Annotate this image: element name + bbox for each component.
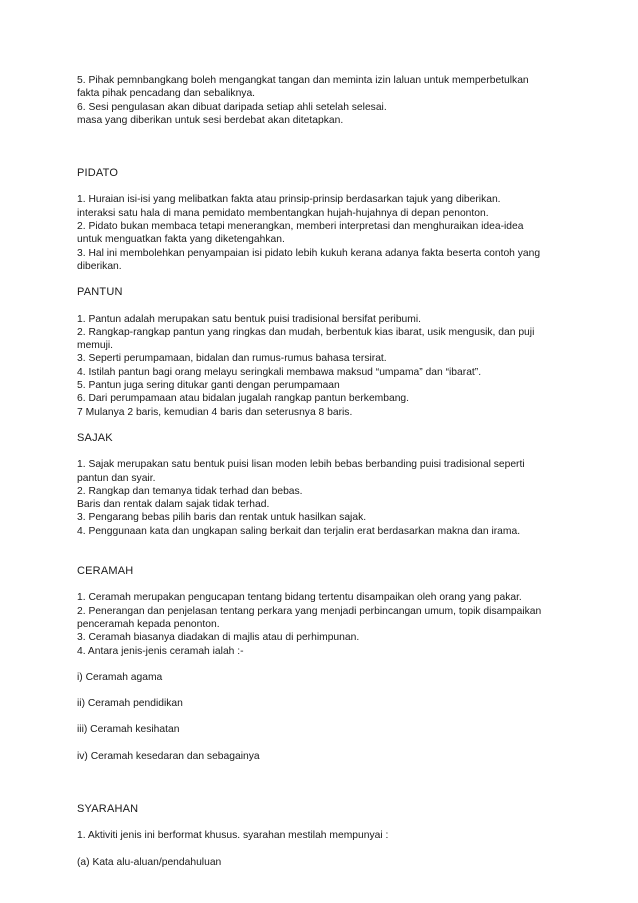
syarahan-section	[77, 803, 577, 869]
ceramah-section	[77, 565, 577, 763]
ceramah-line: 1. Ceramah merupakan pengucapan tentang bidang tertentu disampaikan oleh orang yang pakar.	[77, 592, 522, 604]
pidato-line: 2. Pidato bukan membaca tetapi menerangkan, memberi interpretasi dan menghuraikan idea-idea	[77, 221, 524, 233]
pidato-line: diberikan.	[77, 260, 122, 272]
sajak-section	[77, 432, 577, 538]
sajak-line: Baris dan rentak dalam sajak tidak terhad.	[77, 499, 270, 511]
document-body	[77, 74, 577, 869]
pantun-line: memuji.	[77, 340, 114, 352]
pidato-section	[77, 167, 577, 273]
pidato-line: 1. Huraian isi-isi yang melibatkan fakta atau prinsip-prinsip berdasarkan tajuk yang diberikan.	[77, 194, 501, 206]
sajak-heading: SAJAK	[77, 431, 113, 444]
ceramah-line: 3. Ceramah biasanya diadakan di majlis atau di perhimpunan.	[77, 632, 360, 644]
intro-line: fakta pihak pencadang dan sebaliknya.	[77, 88, 256, 100]
sajak-line: 1. Sajak merupakan satu bentuk puisi lisan moden lebih bebas berbanding puisi tradisional seperti	[77, 459, 525, 471]
pantun-line: 4. Istilah pantun bagi orang melayu seringkali membawa maksud “umpama” dan “ibarat”.	[77, 366, 482, 378]
ceramah-line: penceramah kepada penonton.	[77, 618, 220, 630]
pantun-line: 1. Pantun adalah merupakan satu bentuk puisi tradisional bersifat peribumi.	[77, 313, 422, 325]
pidato-line: interaksi satu hala di mana pemidato membentangkan hujah-hujahnya di depan penonton.	[77, 207, 489, 219]
intro-line: 5. Pihak pemnbangkang boleh mengangkat tangan dan meminta izin laluan untuk memperbetulkan	[77, 75, 529, 86]
pantun-section	[77, 286, 577, 419]
pantun-line: 5. Pantun juga sering ditukar ganti dengan perumpamaan	[77, 380, 340, 392]
ceramah-type-item: i) Ceramah agama	[77, 671, 163, 683]
pidato-line: untuk menguatkan fakta yang diketengahkan.	[77, 234, 285, 246]
intro-section	[77, 74, 577, 127]
sajak-line: pantun dan syair.	[77, 472, 156, 484]
intro-line: masa yang diberikan untuk sesi berdebat akan ditetapkan.	[77, 114, 344, 126]
ceramah-heading: CERAMAH	[77, 565, 134, 578]
sajak-line: 4. Penggunaan kata dan ungkapan saling berkait dan terjalin erat berdasarkan makna dan irama.	[77, 525, 521, 537]
syarahan-heading: SYARAHAN	[77, 802, 139, 815]
pantun-line: 3. Seperti perumpamaan, bidalan dan rumus-rumus bahasa tersirat.	[77, 353, 387, 365]
pantun-line: 7 Mulanya 2 baris, kemudian 4 baris dan seterusnya 8 baris.	[77, 406, 353, 418]
sajak-line: 3. Pengarang bebas pilih baris dan rentak untuk hasilkan sajak.	[77, 512, 367, 524]
syarahan-item-a: (a) Kata alu-aluan/pendahuluan	[77, 856, 222, 868]
sajak-line: 2. Rangkap dan temanya tidak terhad dan bebas.	[77, 485, 303, 497]
ceramah-line: 4. Antara jenis-jenis ceramah ialah :-	[77, 645, 244, 657]
pantun-line: 6. Dari perumpamaan atau bidalan jugalah rangkap pantun berkembang.	[77, 393, 410, 405]
ceramah-type-item: iii) Ceramah kesihatan	[77, 724, 180, 736]
pidato-line: 3. Hal ini membolehkan penyampaian isi pidato lebih kukuh kerana adanya fakta beserta contoh yang	[77, 247, 541, 259]
pantun-line: 2. Rangkap-rangkap pantun yang ringkas dan mudah, berbentuk kias ibarat, usik mengusik, dan puji	[77, 326, 535, 338]
ceramah-line: 2. Penerangan dan penjelasan tentang perkara yang menjadi perbincangan umum, topik disampaikan	[77, 605, 542, 617]
intro-line: 6. Sesi pengulasan akan dibuat daripada setiap ahli setelah selesai.	[77, 101, 387, 113]
pidato-heading: PIDATO	[77, 167, 119, 180]
ceramah-type-item: ii) Ceramah pendidikan	[77, 698, 183, 710]
syarahan-line: 1. Aktiviti jenis ini berformat khusus. syarahan mestilah mempunyai :	[77, 830, 389, 842]
ceramah-type-item: iv) Ceramah kesedaran dan sebagainya	[77, 750, 260, 762]
pantun-heading: PANTUN	[77, 286, 123, 299]
